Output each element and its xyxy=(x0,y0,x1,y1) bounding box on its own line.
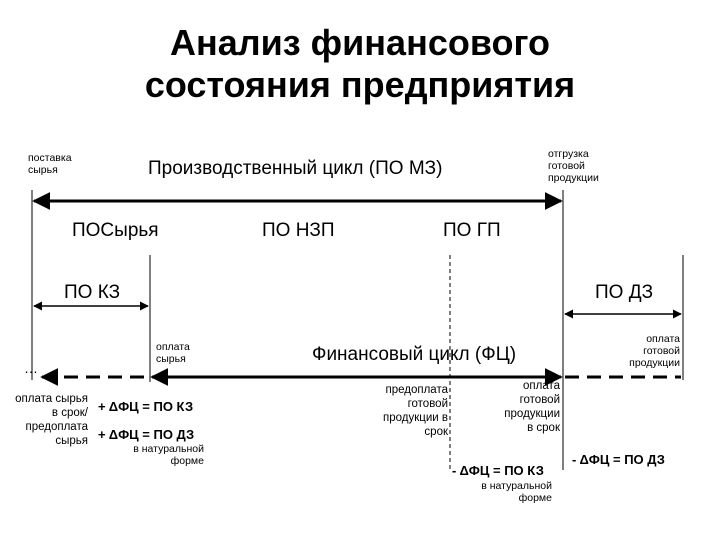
label-payment-product: оплата готовой продукции xyxy=(629,333,680,369)
title-line-1: Анализ финансового xyxy=(170,22,550,63)
formula-minus-dz: - ΔФЦ = ПО ДЗ xyxy=(572,452,665,467)
label-po-nzp: ПО НЗП xyxy=(262,220,335,241)
formula-plus-dz: + ΔФЦ = ПО ДЗ xyxy=(98,427,195,442)
formula-plus-kz: + ΔФЦ = ПО КЗ xyxy=(98,399,194,414)
label-in-kind-1: в натуральной форме xyxy=(133,443,204,467)
title-line-2: состояния предприятия xyxy=(144,64,576,105)
label-left-note: оплата сырья в срок/ предоплата сырья xyxy=(15,393,88,447)
label-po-dz: ПО ДЗ xyxy=(595,282,654,303)
label-po-gp: ПО ГП xyxy=(443,220,501,241)
label-financial-cycle: Финансовый цикл (ФЦ) xyxy=(312,344,517,365)
label-po-kz: ПО КЗ xyxy=(64,282,121,303)
label-production-cycle: Производственный цикл (ПО МЗ) xyxy=(148,158,443,179)
label-payment-raw: оплата сырья xyxy=(156,341,190,365)
label-supply: поставка сырья xyxy=(28,152,72,176)
label-po-raw: ПОСырья xyxy=(72,220,159,241)
label-ellipsis: … xyxy=(24,360,38,376)
label-prepayment-product: предоплата готовой продукции в срок xyxy=(383,384,448,438)
label-payment-product-ontime: оплата готовой продукции в срок xyxy=(504,380,560,434)
label-in-kind-2: в натуральной форме xyxy=(481,480,552,504)
label-shipment: отгрузка готовой продукции xyxy=(548,148,599,184)
formula-minus-kz: - ΔФЦ = ПО КЗ xyxy=(452,463,544,478)
